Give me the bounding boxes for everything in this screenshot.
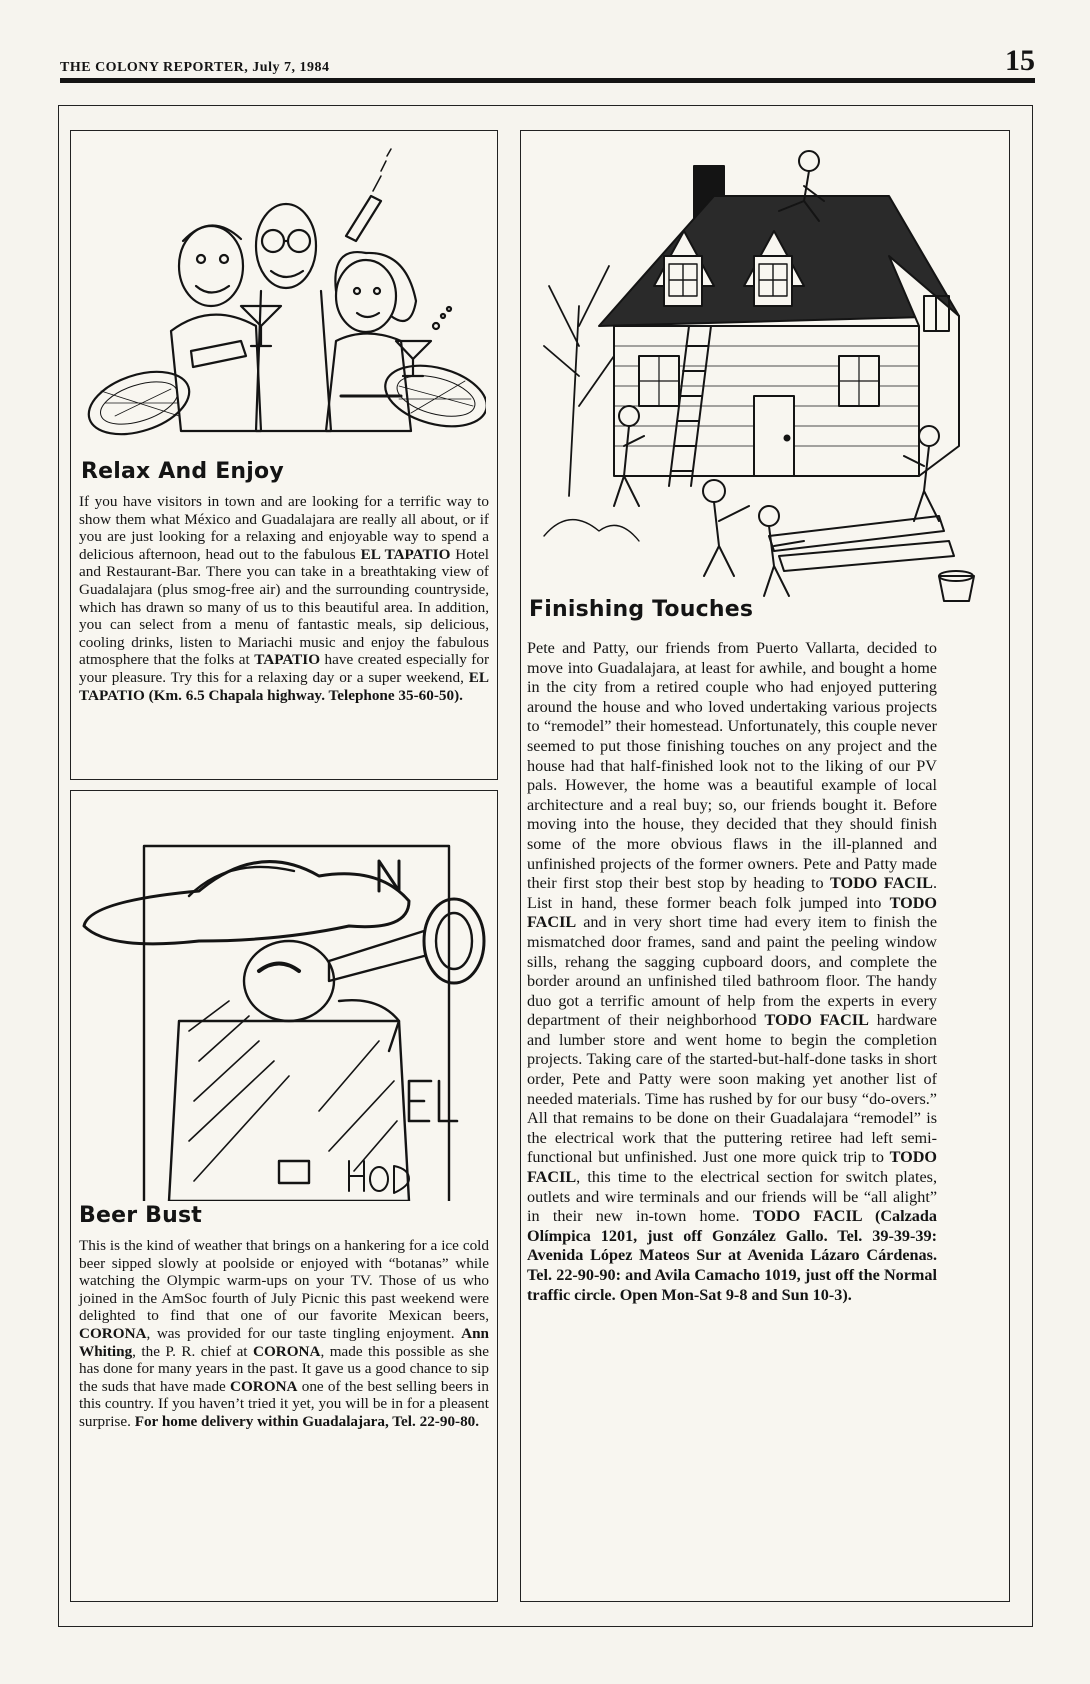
beer-text-run: Ann Whiting [79, 1324, 489, 1360]
finishing-body-text [527, 639, 937, 1305]
page-number: 15 [1005, 44, 1035, 77]
masthead-rule [60, 78, 1035, 83]
house-renovation-icon [539, 146, 999, 616]
finishing-text-run: TODO FACIL [527, 893, 937, 932]
relax-body-text [79, 493, 489, 704]
article-relax-and-enjoy [70, 130, 498, 780]
paper-name-date: THE COLONY REPORTER, July 7, 1984 [60, 60, 330, 75]
finishing-text-run: TODO FACIL [527, 1148, 937, 1187]
party-toast-icon [81, 141, 486, 461]
finishing-text-run: and in very short time had every item to finish the mismatched door frames, sand and paint the peeling window sills, rehang the sagging cupboard doors, and complete the border around an unfinished tiled bathroom floor. The handy duo got a terrific amount of help from the experts in every department of their neighborhood [527, 913, 937, 1030]
beer-text-run: CORONA [252, 1342, 321, 1360]
beer-text-run: , made this possible as she has done for many years in the past. It gave us a good chance to sip the suds that have made [79, 1342, 490, 1395]
beer-text-run: CORONA [79, 1324, 147, 1342]
mariachi-trumpet-illustration [79, 821, 489, 1201]
finishing-headline: Finishing Touches [529, 597, 754, 622]
beer-text-run: CORONA [230, 1377, 298, 1395]
beer-body-text [79, 1237, 489, 1431]
beer-text-run: , the P. R. chief at [132, 1342, 253, 1360]
beer-text-run: , was provided for our taste tingling enjoyment. [146, 1324, 462, 1342]
finishing-text-run: TODO FACIL (Calzada Olímpica 1201, just off González Gallo. Tel. 39-39-39: Avenida López Mateos Sur at Avenida Lázaro Cárdenas. Tel. 22-90-90: and Avila Camacho 1019, just off the Normal traffic circle. Open Mon-Sat 9-8 and Sun 10-3). [527, 1207, 937, 1304]
relax-text-run: Hotel and Restaurant-Bar. There you can take in a breathtaking view of Guadalajara (plus smog-free air) and the surrounding countryside, which has drawn so many of us to this beautiful area. In addition, you can select from a menu of fantastic meals, sip delicious, cooling drinks, listen to Mariachi music and enjoy the fabulous atmosphere that the folks at [79, 545, 489, 669]
masthead [60, 44, 1035, 90]
article-beer-bust [70, 790, 498, 1602]
finishing-text-run: TODO FACIL [830, 874, 933, 893]
finishing-text-run: TODO FACIL [764, 1011, 869, 1030]
relax-text-run: EL TAPATIO (Km. 6.5 Chapala highway. Telephone 35-60-50). [79, 668, 489, 704]
finishing-text-run: hardware and lumber store and went home to begin the completion projects. Taking care of the started-but-half-done tasks in short order, Pete and Patty were soon making yet another list of needed materials. Time has rushed by for our busy “do-overs.” All that remains to be done on their Guadalajara “remodel” is the electrical work that the puttering retiree had left semi-functional but unfinished. Just one more quick trip to [527, 1011, 937, 1167]
beer-headline: Beer Bust [79, 1203, 202, 1228]
relax-text-run: TAPATIO [254, 651, 321, 669]
finishing-text-run: Pete and Patty, our friends from Puerto Vallarta, decided to move into Guadalajara, at least for awhile, and bought a home in the city from a retired couple who had enjoyed puttering around the house and who loved undertaking various projects to “remodel” their homestead. Unfortunately, this couple never seemed to put those finishing touches on any project and the house had that half-finished look not to the liking of our PV pals. However, the home was a beautiful example of local architecture and a real buy; so, our friends bought it. Before moving into the house, they decided that they should finish some of the more obvious flaws in the ill-planned and unfinished projects of the former owners. Pete and Patty made their first stop their best stop by heading to [527, 639, 937, 893]
beer-text-run: This is the kind of weather that brings on a hankering for a ice cold beer sipped slowly at poolside or enjoyed with “botanas” while watching the Olympic warm-ups on your TV. Those of us who joined in the AmSoc fourth of July Picnic this past weekend were delighted to find that one of our favorite Mexican beers, [79, 1237, 489, 1325]
mariachi-trumpet-icon [79, 821, 489, 1201]
house-renovation-illustration [539, 146, 999, 616]
relax-text-run: have created especially for your pleasure. Try this for a relaxing day or a super weekend, [79, 651, 489, 686]
relax-text-run: EL TAPATIO [360, 545, 451, 563]
finishing-text-run: , this time to the electrical section for switch plates, outlets and wire terminals and our friends will be “all alight” in their new in-town home. [527, 1168, 937, 1226]
finishing-text-run: . List in hand, these former beach folk jumped into [527, 874, 937, 912]
relax-headline: Relax And Enjoy [81, 459, 284, 484]
article-finishing-touches [520, 130, 1010, 1602]
relax-text-run: If you have visitors in town and are looking for a terrific way to show them what México and Guadalajara are really all about, or if you are just looking for a relaxing and enjoyable way to spend a delicious afternoon, head out to the fabulous [79, 493, 489, 563]
beer-text-run: one of the best selling beers in this country. If you haven’t tried it yet, you will be in for a pleasent surprise. [79, 1377, 489, 1430]
party-toast-illustration [81, 141, 486, 461]
beer-text-run: For home delivery within Guadalajara, Tel. 22-90-80. [134, 1412, 480, 1430]
